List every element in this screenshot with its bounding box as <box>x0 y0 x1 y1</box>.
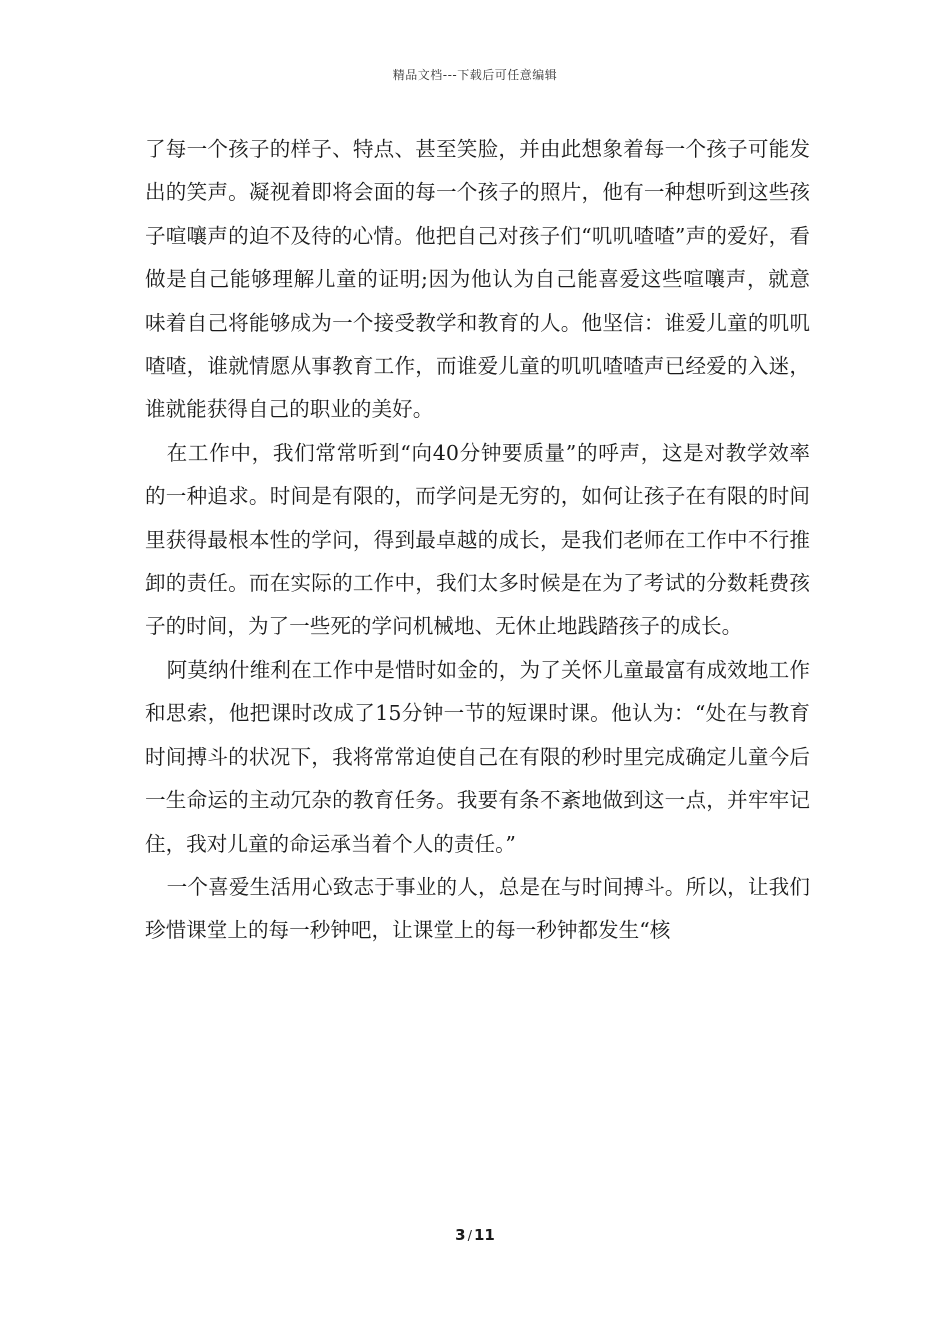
paragraph-4: 一个喜爱生活用心致志于事业的人，总是在与时间搏斗。所以，让我们珍惜课堂上的每一秒钟吧，让课堂上的每一秒钟都发生“核 <box>145 874 810 943</box>
document-body <box>145 128 810 953</box>
paragraph-2: 在工作中，我们常常听到“向40分钟要质量”的呼声，这是对教学效率的一种追求。时间是有限的，而学问是无穷的，如何让孩子在有限的时间里获得最根本性的学问，得到最卓越的成长，是我们老师在工作中不行推卸的责任。而在实际的工作中，我们太多时候是在为了考试的分数耗费孩子的时间，为了一些死的学问机械地、无休止地践踏孩子的成长。 <box>145 440 810 639</box>
total-page-count: 11 <box>473 1226 495 1244</box>
paragraph-1: 了每一个孩子的样子、特点、甚至笑脸，并由此想象着每一个孩子可能发出的笑声。凝视着即将会面的每一个孩子的照片，他有一种想听到这些孩子喧嚷声的迫不及待的心情。他把自己对孩子们“叽叽喳喳”声的爱好，看做是自己能够理解儿童的证明;因为他认为自己能喜爱这些喧嚷声，就意味着自己将能够成为一个接受教学和教育的人。他坚信：谁爱儿童的叽叽喳喳，谁就情愿从事教育工作，而谁爱儿童的叽叽喳喳声已经爱的入迷，谁就能获得自己的职业的美好。 <box>145 137 810 422</box>
page-number <box>0 1226 950 1244</box>
page-number-separator: / <box>467 1229 472 1244</box>
current-page-number: 3 <box>455 1226 466 1244</box>
page-header: 精品文档---下载后可任意编辑 <box>392 68 558 82</box>
paragraph-3: 阿莫纳什维利在工作中是惜时如金的，为了关怀儿童最富有成效地工作和思索，他把课时改成了15分钟一节的短课时课。他认为：“处在与教育时间搏斗的状况下，我将常常迫使自己在有限的秒时里完成确定儿童今后一生命运的主动冗杂的教育任务。我要有条不紊地做到这一点，并牢牢记住，我对儿童的命运承当着个人的责任。” <box>145 657 810 856</box>
